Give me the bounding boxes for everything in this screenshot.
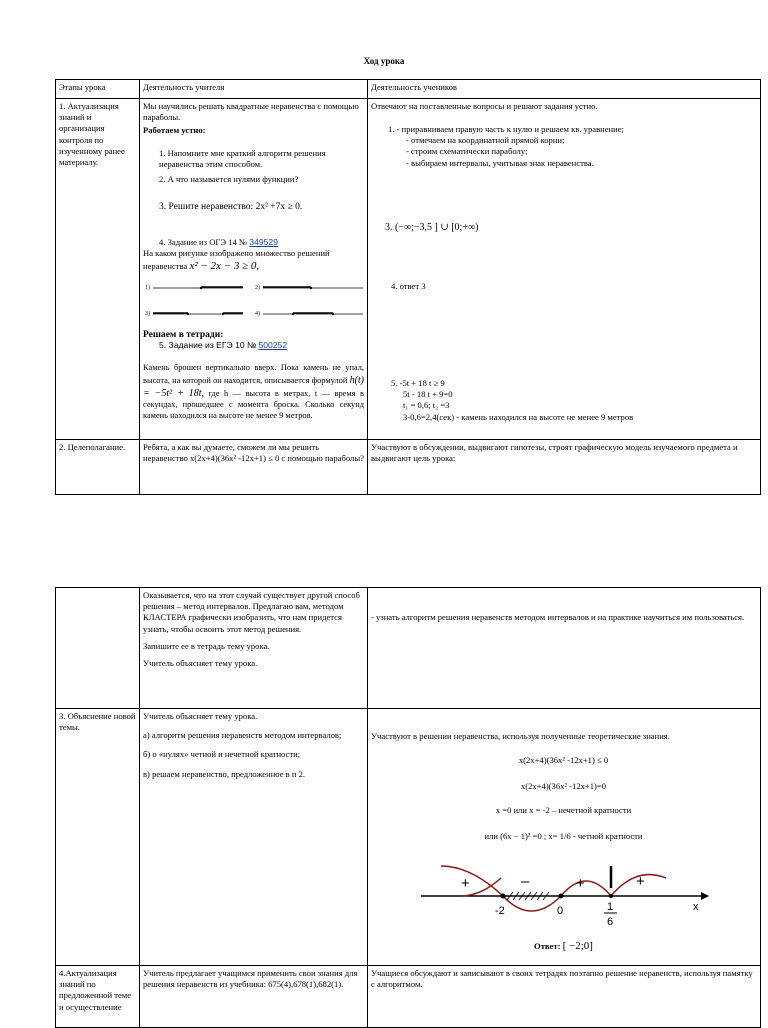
table-row-practice [56, 966, 761, 1028]
option-2[interactable] [255, 284, 363, 291]
students-goal: - узнать алгоритм решения неравенств методом интервалов и на практике научиться им пользоваться. [371, 612, 745, 622]
axis-arrow-icon [701, 892, 709, 900]
option-4-label: 4) [255, 311, 260, 317]
teacher-explains: Учитель объясняет тему урока. [143, 711, 258, 721]
answer-line: Ответ: [ −2;0] [534, 940, 593, 952]
students-cell: Учащиеся обсуждают и записывают в своих тетрадях поэтапно решение неравенств, используя памятку с алгоритмом. [368, 966, 761, 1028]
question-5-text: Камень брошен вертикально вверх. Пока камень не упал, высота, на которой он находится, описывается формулой h(t) = −5t² + 18t, где h — высота в метрах, t — время в секундах, прошедшее с момента броска. Сколько секунд камень находился на высоте не менее 9 метров. [143, 363, 365, 420]
students-cell [368, 99, 761, 440]
header-students: Деятельность учеников [368, 80, 761, 99]
question-3: 3. Решите неравенство: 2x² +7x ≥ 0. [159, 202, 303, 212]
option-1-label: 1) [145, 285, 150, 291]
page-title: Ход урока [363, 56, 405, 66]
plus-sign-2: + [576, 875, 585, 892]
stage-cell: 3. Объяснение новой темы. [56, 709, 140, 966]
teacher-cell [140, 709, 368, 966]
stage-cell [56, 588, 140, 709]
option-3-label: 3) [145, 311, 150, 317]
option-2-label: 2) [255, 285, 260, 291]
teacher-cell: Ребята, а как вы думаете, сможем ли мы решить неравенство x(2x+4)(36x² -12x+1) ≤ 0 с помощью параболы? [140, 440, 368, 495]
teacher-cell: Учитель предлагает учащимся применить свои знания для решения неравенств из учебника: 675(4),678(1),682(1). [140, 966, 368, 1028]
sign-curve-start [441, 866, 503, 896]
header-teacher: Деятельность учителя [140, 80, 368, 99]
stage-cell: 4.Актуализация знаний по предложенной теме и осуществление [56, 966, 140, 1028]
table-row-explanation [56, 709, 761, 966]
students-intro: Отвечают на поставленные вопросы и решают задания устно. [371, 101, 598, 111]
axis-label-x: x [693, 901, 699, 913]
method-text: Оказывается, что на этот случай существует другой способ решения – метод интервалов. Предлагаю вам, методом КЛАСТЕРА графически изобразить, что нам придется узнать, чтобы освоить этот метод решения. [143, 590, 360, 634]
students-participate: Участвуют в решении неравенства, используя полученные теоретические знания. [371, 731, 670, 741]
answer-1: 1. - приравниваем правую часть к нулю и решаем кв. уравнение; - отмечаем на координатной прямой корни; - строим схематически параболу; - выбираем интервалы, учитывая знак неравенства. [388, 124, 624, 168]
teacher-cell [140, 99, 368, 440]
table-row-goal [56, 440, 761, 495]
teacher-intro: Мы научились решать квадратные неравенства с помощью параболы. [143, 101, 359, 123]
notebook-heading: Решаем в тетради: [143, 330, 224, 340]
question-5-link[interactable]: 500252 [258, 340, 288, 350]
option-3[interactable] [145, 310, 243, 317]
question-1: 1. Напомните мне краткий алгоритм решения неравенства этим способом. [159, 148, 326, 170]
question-2: 2. А что называется нулями функции? [159, 174, 299, 184]
answer-5: 5. -5t + 18 t ≥ 9 5t - 18 t + 9=0 t₁ = 0,6; t₂ =3 3-0,6=2,4(сек) - камень находился на высоте не менее 9 метров [391, 378, 634, 422]
equation-1: x(2x+4)(36x² -12x+1) ≤ 0 [518, 755, 609, 765]
students-cell [368, 588, 761, 709]
tick-zero: 0 [557, 905, 564, 917]
table-row-method [56, 588, 761, 709]
lesson-table-page1 [55, 79, 761, 495]
table-header-row [56, 80, 761, 99]
tick-frac-num: 1 [607, 901, 614, 913]
option-1[interactable] [145, 284, 243, 291]
question-4-inequality: x² − 2x − 3 ≥ 0, [189, 260, 260, 273]
height-formula: h(t) = −5t² + 18t, [143, 374, 365, 399]
sign-curve-right1 [561, 881, 611, 896]
stage-cell: 1. Актуализация знаний и организация контроля по изученному ранее материалу. [56, 99, 140, 440]
point-b: б) о «нулях» четной и нечетной кратности; [143, 749, 301, 760]
answer-3: 3. (−∞;−3,5 ] ∪ [0;+∞) [385, 222, 479, 233]
number-line-options [143, 279, 365, 321]
header-stages: Этапы урока [56, 80, 140, 99]
question-4-prefix: 4. Задание из ОГЭ 14 № [159, 237, 248, 247]
teacher-cell [140, 588, 368, 709]
point-zero [559, 894, 564, 899]
lesson-table-page2 [55, 587, 761, 1028]
answer-value: [ −2;0] [562, 940, 593, 952]
equation-3: x =0 или x = -2 – нечетной кратности [495, 805, 632, 815]
plus-sign-1: + [461, 875, 470, 892]
write-topic: Запишите ее в тетрадь тему урока. [143, 640, 270, 651]
point-a: а) алгоритм решения неравенств методом интервалов; [143, 730, 342, 741]
minus-sign: – [521, 873, 530, 890]
plus-sign-3: + [636, 873, 645, 890]
question-5-prefix: 5. Задание из ЕГЭ 10 № [159, 340, 257, 350]
table-row-actualization [56, 99, 761, 440]
answer-4: 4. ответ 3 [391, 281, 426, 291]
point-c: в) решаем неравенство, предложенное в п 2. [143, 768, 306, 779]
equation-4: или (6x − 1)² =0 ; x= 1/6 - четной кратности [484, 831, 643, 841]
tick-frac-den: 6 [607, 916, 614, 928]
question-4-text: На каком рисунке изображено множество решений неравенства x² − 2x − 3 ≥ 0, [143, 248, 330, 273]
question-4-link[interactable]: 349529 [249, 237, 278, 247]
students-cell: Участвуют в обсуждении, выдвигают гипотезы, строят графическую модель изучаемого предмета и выдвигают цель урока: [368, 440, 761, 495]
option-4[interactable] [255, 310, 363, 317]
work-oral-heading: Работаем устно: [143, 125, 206, 135]
explains-topic: Учитель объясняет тему урока. [143, 657, 258, 668]
stage-cell: 2. Целеполагание. [56, 440, 140, 495]
equation-2: x(2x+4)(36x² -12x+1)=0 [520, 781, 607, 791]
point-minus-two [501, 894, 506, 899]
interval-graph [421, 856, 711, 936]
students-cell [368, 709, 761, 966]
tick-minus-two: -2 [495, 905, 505, 917]
